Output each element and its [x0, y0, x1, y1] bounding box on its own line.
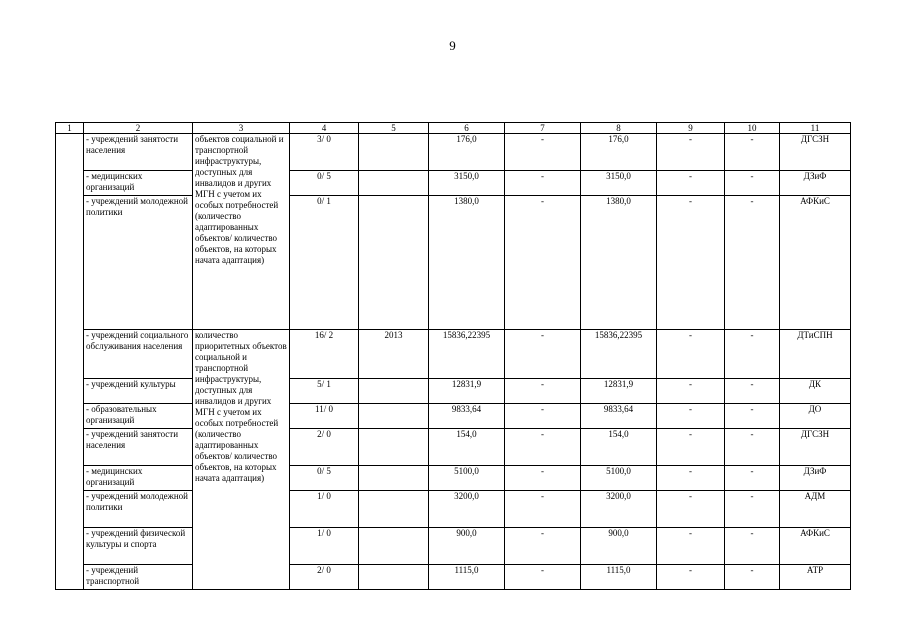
department-code: АДМ — [780, 491, 851, 528]
department-code: ДГСЗН — [780, 134, 851, 171]
amount-cell: - — [725, 196, 780, 330]
amount-cell: - — [725, 491, 780, 528]
column-header: 6 — [429, 123, 505, 134]
amount-cell: - — [725, 565, 780, 590]
amount-cell: 12831,9 — [581, 379, 657, 404]
amount-cell: 9833,64 — [429, 404, 505, 429]
amount-cell: 5100,0 — [581, 466, 657, 491]
amount-cell: - — [505, 379, 581, 404]
year-cell — [359, 196, 429, 330]
amount-cell: - — [725, 466, 780, 491]
header-row — [56, 123, 851, 134]
institution-name: - образовательных организаций — [84, 404, 193, 429]
page-number: 9 — [449, 38, 456, 53]
department-code: ДЗиФ — [780, 466, 851, 491]
ratio-cell: 0/ 1 — [290, 196, 359, 330]
department-code: АФКиС — [780, 528, 851, 565]
year-cell — [359, 528, 429, 565]
amount-cell: - — [657, 491, 725, 528]
amount-cell: - — [505, 466, 581, 491]
amount-cell: - — [505, 528, 581, 565]
amount-cell: - — [657, 379, 725, 404]
table-row — [56, 565, 851, 590]
column-header: 5 — [359, 123, 429, 134]
table-row — [56, 528, 851, 565]
amount-cell: 176,0 — [581, 134, 657, 171]
amount-cell: 1380,0 — [581, 196, 657, 330]
year-cell — [359, 429, 429, 466]
table-row — [56, 466, 851, 491]
ratio-cell: 0/ 5 — [290, 171, 359, 196]
row-number-cell — [56, 134, 84, 590]
department-code: ДТиСПН — [780, 330, 851, 379]
institution-name: - учреждений социального обслуживания населения — [84, 330, 193, 379]
table-row — [56, 429, 851, 466]
amount-cell: - — [657, 134, 725, 171]
amount-cell: 154,0 — [429, 429, 505, 466]
institution-name: - медицинских организаций — [84, 466, 193, 491]
amount-cell: 5100,0 — [429, 466, 505, 491]
column-header: 1 — [56, 123, 84, 134]
year-cell: 2013 — [359, 330, 429, 379]
amount-cell: - — [505, 404, 581, 429]
amount-cell: - — [505, 196, 581, 330]
institution-name: - учреждений культуры — [84, 379, 193, 404]
indicator-description: количество приоритетных объектов социальной и транспортной инфраструктуры, доступных для инвалидов и других МГН с учетом их особых потребностей (количество адаптированных объектов/ количество объектов, на которых начата адаптация) — [193, 330, 290, 590]
amount-cell: - — [657, 171, 725, 196]
ratio-cell: 2/ 0 — [290, 565, 359, 590]
column-header: 2 — [84, 123, 193, 134]
ratio-cell: 5/ 1 — [290, 379, 359, 404]
column-header: 11 — [780, 123, 851, 134]
column-header: 9 — [657, 123, 725, 134]
amount-cell: 3150,0 — [581, 171, 657, 196]
amount-cell: 900,0 — [429, 528, 505, 565]
year-cell — [359, 171, 429, 196]
amount-cell: - — [725, 134, 780, 171]
amount-cell: 1380,0 — [429, 196, 505, 330]
amount-cell: - — [505, 429, 581, 466]
amount-cell: - — [657, 528, 725, 565]
amount-cell: 1115,0 — [429, 565, 505, 590]
amount-cell: - — [657, 429, 725, 466]
department-code: ДК — [780, 379, 851, 404]
year-cell — [359, 491, 429, 528]
institution-name: - учреждений занятости населения — [84, 429, 193, 466]
table-row — [56, 491, 851, 528]
amount-cell: - — [725, 379, 780, 404]
department-code: ДЗиФ — [780, 171, 851, 196]
department-code: ДГСЗН — [780, 429, 851, 466]
department-code: АФКиС — [780, 196, 851, 330]
column-header: 3 — [193, 123, 290, 134]
amount-cell: 154,0 — [581, 429, 657, 466]
institution-name: - учреждений физической культуры и спорта — [84, 528, 193, 565]
amount-cell: 1115,0 — [581, 565, 657, 590]
table-row — [56, 330, 851, 379]
year-cell — [359, 134, 429, 171]
table-row — [56, 379, 851, 404]
institution-name: - учреждений молодежной политики — [84, 196, 193, 330]
table-row — [56, 134, 851, 171]
amount-cell: - — [657, 565, 725, 590]
amount-cell: 15836,22395 — [429, 330, 505, 379]
amount-cell: - — [725, 429, 780, 466]
ratio-cell: 1/ 0 — [290, 528, 359, 565]
table-row — [56, 404, 851, 429]
amount-cell: - — [657, 330, 725, 379]
year-cell — [359, 466, 429, 491]
ratio-cell: 0/ 5 — [290, 466, 359, 491]
column-header: 7 — [505, 123, 581, 134]
amount-cell: - — [657, 466, 725, 491]
amount-cell: - — [657, 196, 725, 330]
year-cell — [359, 404, 429, 429]
table-row — [56, 171, 851, 196]
amount-cell: - — [505, 171, 581, 196]
amount-cell: 900,0 — [581, 528, 657, 565]
amount-cell: - — [505, 491, 581, 528]
amount-cell: 9833,64 — [581, 404, 657, 429]
ratio-cell: 3/ 0 — [290, 134, 359, 171]
column-header: 4 — [290, 123, 359, 134]
amount-cell: - — [725, 404, 780, 429]
year-cell — [359, 379, 429, 404]
amount-cell: - — [725, 330, 780, 379]
department-code: ДО — [780, 404, 851, 429]
amount-cell: - — [505, 134, 581, 171]
amount-cell: - — [725, 171, 780, 196]
ratio-cell: 11/ 0 — [290, 404, 359, 429]
table-row — [56, 196, 851, 330]
amount-cell: - — [725, 528, 780, 565]
amount-cell: 3200,0 — [581, 491, 657, 528]
column-header: 10 — [725, 123, 780, 134]
department-code: АТР — [780, 565, 851, 590]
amount-cell: 15836,22395 — [581, 330, 657, 379]
amount-cell: 3150,0 — [429, 171, 505, 196]
institution-name: - учреждений занятости населения — [84, 134, 193, 171]
amount-cell: - — [657, 404, 725, 429]
institution-name: - учреждений транспортной — [84, 565, 193, 590]
column-header: 8 — [581, 123, 657, 134]
amount-cell: - — [505, 330, 581, 379]
ratio-cell: 16/ 2 — [290, 330, 359, 379]
data-table — [55, 122, 851, 590]
institution-name: - учреждений молодежной политики — [84, 491, 193, 528]
amount-cell: 176,0 — [429, 134, 505, 171]
institution-name: - медицинских организаций — [84, 171, 193, 196]
indicator-description: объектов социальной и транспортной инфраструктуры, доступных для инвалидов и других МГН с учетом их особых потребностей (количество адаптированных объектов/ количество объектов, на которых начата адаптация) — [193, 134, 290, 330]
amount-cell: 12831,9 — [429, 379, 505, 404]
ratio-cell: 1/ 0 — [290, 491, 359, 528]
ratio-cell: 2/ 0 — [290, 429, 359, 466]
amount-cell: 3200,0 — [429, 491, 505, 528]
amount-cell: - — [505, 565, 581, 590]
year-cell — [359, 565, 429, 590]
